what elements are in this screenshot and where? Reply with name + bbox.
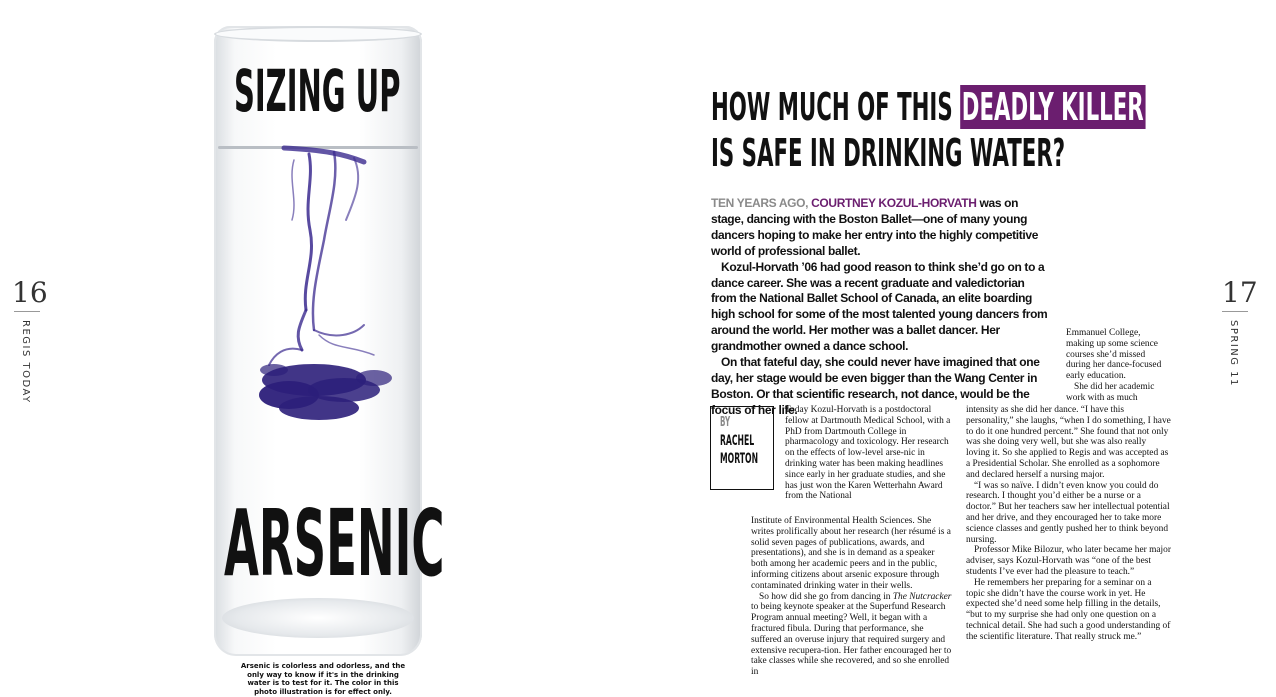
folio-rule-right <box>1222 311 1248 312</box>
column-1 <box>751 516 953 678</box>
column-1-wrap <box>785 405 953 502</box>
glass-rim <box>214 26 422 42</box>
byline-first-name: RACHEL <box>720 432 755 449</box>
lead-kicker: TEN YEARS AGO, <box>711 196 809 210</box>
body-text: So how did she go from dancing in <box>759 591 893 602</box>
body-paragraph: Professor Mike Bilozur, who later became her major adviser, says Kozul-Horvath was “one of the best students I’ve ever had the pleasure to teach.” <box>966 545 1171 577</box>
byline-last-name: MORTON <box>720 451 759 468</box>
glass-base <box>222 598 414 638</box>
body-paragraph <box>751 592 953 678</box>
ink-plume <box>214 140 422 450</box>
lead-text: was on stage, dancing with the Boston Ballet—one of many young dancers hoping to make her entry into the highly competitive world of professional ballet. <box>711 196 1039 258</box>
folio-rule-left <box>14 311 40 312</box>
page-number-right: 17 <box>1222 276 1258 309</box>
body-paragraph: intensity as she did her dance. “I have this personality,” she laughs, “when I do something, I have to do it one hundred percent.” She found that not only was she doing very well, but she was also really loving it. So she applied to Regis and was accepted as a Presidential Scholar. She enrolled as a sophomore and declared herself a nursing major. <box>966 405 1171 480</box>
byline-box <box>710 406 774 490</box>
lead-name: COURTNEY KOZUL-HORVATH <box>811 196 977 210</box>
headline-line-2: IS SAFE IN DRINKING WATER? <box>711 131 1066 175</box>
page-number-left: 16 <box>12 276 48 309</box>
headline-highlight: DEADLY KILLER <box>961 85 1144 129</box>
lead-paragraph-2: Kozul-Horvath ’06 had good reason to think she’d go on to a dance career. She was a recent graduate and valedictorian from the National Ballet School of Canada, an elite boarding high school for some of the most talented young dancers from around the world. Her mother was a ballet dancer. Her grandmother owned a dance school. <box>711 259 1048 354</box>
body-paragraph: Today Kozul-Horvath is a postdoctoral fellow at Dartmouth Medical School, with a PhD from Dartmouth College in pharmacology and toxicology. Her research on the effects of low-level arse-nic in drinking water has been making headlines since early in her graduate studies, and she has just won the Karen Wetterhahn Award from the National <box>785 405 951 502</box>
body-text: to being keynote speaker at the Superfund Research Program annual meeting? Well, it began with a fractured fibula. During that performance, she suffered an overuse injury that required surgery and extensive recupera-tion. Her father encouraged her to take classes while she recovered, and so she enrolled in <box>751 602 952 678</box>
column-2-top <box>1066 328 1166 404</box>
body-paragraph: Emmanuel College, making up some science courses she’d missed during her dance-focused early education. <box>1066 328 1162 382</box>
body-paragraph: Institute of Environmental Health Sciences. She writes prolifically about her research (her résumé is a solid seven pages of publications, awards, and presentations), and she is in demand as a speaker both among her academic peers and in the public, informing citizens about arsenic exposure through contaminated drinking water in their wells. <box>751 516 951 591</box>
body-paragraph: “I was so naïve. I didn’t even know you could do research. I thought you’d either be a nurse or a doctor.” But her teachers saw her intellectual potential and her drive, and they encouraged her to take more science classes and gently pushed her to think beyond nursing. <box>966 480 1170 545</box>
headline-text: HOW MUCH OF THIS <box>711 85 953 129</box>
body-italic: The Nutcracker <box>892 591 952 602</box>
lead-paragraphs <box>711 196 1051 419</box>
photo-caption: Arsenic is colorless and odorless, and the only way to know if it's in the drinking water is to test for it. The color in this photo illustration is for effect only. <box>240 662 406 696</box>
lead-paragraph-1 <box>711 196 1051 260</box>
feature-title-bottom: ARSENIC <box>224 490 445 597</box>
body-paragraph: She did her academic work with as much <box>1066 381 1155 403</box>
headline-line-1 <box>711 85 1145 129</box>
feature-title-top: SIZING UP <box>234 57 401 125</box>
column-2 <box>966 405 1172 643</box>
running-head-right: SPRING 11 <box>1228 320 1239 387</box>
body-paragraph: He remembers her preparing for a seminar on a topic she didn’t have the course work in yet. He expected she’d need some help filling in the details, “but to my surprise she had only one question on a technical detail. She had such a good understanding of the scientific literature. That really struck me.” <box>966 577 1171 642</box>
byline-by: BY <box>720 415 731 430</box>
lead-paragraph-3: On that fateful day, she could never have imagined that one day, her stage would be even bigger than the Wang Center in Boston. Or that scientific research, not dance, would be the focus of her life. <box>711 355 1040 417</box>
running-head-left: REGIS TODAY <box>20 320 31 404</box>
